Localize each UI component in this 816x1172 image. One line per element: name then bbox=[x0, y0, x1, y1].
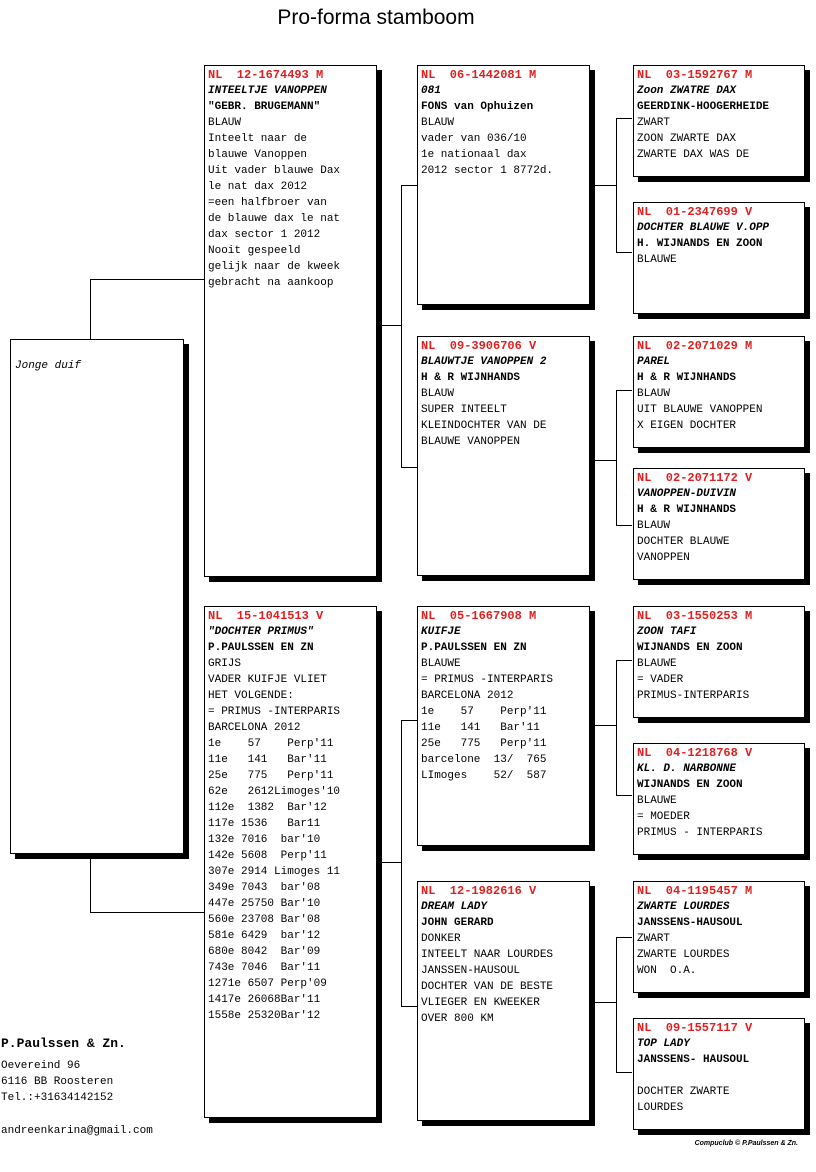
pigeon-name: PAREL bbox=[637, 356, 671, 368]
pigeon-owner: H & R WIJNHANDS bbox=[637, 372, 737, 384]
pigeon-detail-line: = PRIMUS -INTERPARIS bbox=[208, 706, 341, 718]
pigeon-name: 081 bbox=[421, 85, 441, 97]
pigeon-name: "DOCHTER PRIMUS" bbox=[208, 626, 314, 638]
pigeon-detail-line bbox=[637, 1068, 801, 1084]
connector-line bbox=[616, 525, 632, 526]
pigeon-name: INTEELTJE VANOPPEN bbox=[208, 85, 327, 97]
pigeon-detail-line: SUPER INTEELT bbox=[421, 404, 507, 416]
pigeon-detail-line: VLIEGER EN KWEEKER bbox=[421, 997, 540, 1009]
connector-line bbox=[616, 1072, 632, 1073]
pigeon-detail-line: 1e 57 Perp'11 bbox=[421, 706, 547, 718]
page-title: Pro-forma stamboom bbox=[277, 6, 475, 29]
pigeon-detail-line: ZWARTE DAX WAS DE bbox=[637, 149, 750, 161]
connector-line bbox=[90, 912, 204, 913]
pigeon-name: DREAM LADY bbox=[421, 901, 488, 913]
pigeon-owner: H & R WIJNHANDS bbox=[421, 372, 521, 384]
pigeon-detail-line: BLAUWE bbox=[637, 795, 677, 807]
pigeon-detail-line: BLAUWE VANOPPEN bbox=[421, 436, 521, 448]
connector-line bbox=[90, 279, 91, 339]
connector-line bbox=[594, 460, 616, 461]
pedigree-card bbox=[633, 202, 805, 314]
pigeon-owner: FONS van Ophuizen bbox=[421, 101, 534, 113]
pigeon-detail-line: le nat dax 2012 bbox=[208, 181, 308, 193]
pigeon-detail-line: = VADER bbox=[637, 674, 684, 686]
pigeon-name: KL. D. NARBONNE bbox=[637, 763, 737, 775]
pedigree-card bbox=[204, 65, 377, 577]
connector-line bbox=[616, 390, 632, 391]
connector-line bbox=[594, 725, 616, 726]
pigeon-detail-line: VANOPPEN bbox=[637, 552, 690, 564]
connector-line bbox=[616, 937, 617, 1072]
connector-line bbox=[401, 467, 417, 468]
pigeon-detail-line: gebracht na aankoop bbox=[208, 277, 334, 289]
pigeon-detail-line: BARCELONA 2012 bbox=[421, 690, 514, 702]
pigeon-detail-line: DOCHTER VAN DE BESTE bbox=[421, 981, 554, 993]
pedigree-card bbox=[633, 65, 805, 177]
connector-line bbox=[594, 185, 616, 186]
connector-line bbox=[616, 252, 632, 253]
pigeon-detail-line: 349e 7043 bar'08 bbox=[208, 882, 321, 894]
ring-number: NL 04-1218768 V bbox=[637, 746, 753, 760]
connector-line bbox=[616, 660, 632, 661]
connector-line bbox=[616, 795, 632, 796]
pigeon-detail-line: = PRIMUS -INTERPARIS bbox=[421, 674, 554, 686]
pigeon-detail-line: INTEELT NAAR LOURDES bbox=[421, 949, 554, 961]
pigeon-owner: "GEBR. BRUGEMANN" bbox=[208, 101, 321, 113]
pigeon-detail-line: ZWART bbox=[637, 933, 671, 945]
pigeon-detail-line: WON O.A. bbox=[637, 965, 697, 977]
pedigree-card bbox=[633, 743, 805, 855]
subject-box bbox=[10, 339, 184, 854]
pigeon-detail-line: BLAUWE bbox=[637, 658, 677, 670]
pigeon-detail-line: GRIJS bbox=[208, 658, 242, 670]
pigeon-detail-line: ZWARTE LOURDES bbox=[637, 949, 730, 961]
ring-number: NL 02-2071029 M bbox=[637, 339, 753, 353]
connector-line bbox=[381, 862, 401, 863]
pigeon-detail-line: BLAUW bbox=[637, 388, 671, 400]
connector-line bbox=[401, 720, 417, 721]
pigeon-detail-line: 1e 57 Perp'11 bbox=[208, 738, 334, 750]
pigeon-detail-line: 11e 141 Bar'11 bbox=[208, 754, 327, 766]
pigeon-name: ZWARTE LOURDES bbox=[637, 901, 730, 913]
pigeon-detail-line: 307e 2914 Limoges 11 bbox=[208, 866, 341, 878]
pigeon-detail-line: 680e 8042 Bar'09 bbox=[208, 946, 321, 958]
pigeon-detail-line: LImoges 52/ 587 bbox=[421, 770, 547, 782]
ring-number: NL 02-2071172 V bbox=[637, 471, 753, 485]
pedigree-card bbox=[633, 881, 805, 993]
pigeon-detail-line: HET VOLGENDE: bbox=[208, 690, 294, 702]
connector-line bbox=[616, 660, 617, 795]
pigeon-detail-line: VADER KUIFJE VLIET bbox=[208, 674, 327, 686]
pigeon-detail-line: ZWART bbox=[637, 117, 671, 129]
pigeon-detail-line: PRIMUS-INTERPARIS bbox=[637, 690, 750, 702]
pigeon-detail-line: 142e 5608 Perp'11 bbox=[208, 850, 327, 862]
ring-number: NL 15-1041513 V bbox=[208, 609, 324, 623]
connector-line bbox=[381, 325, 401, 326]
pigeon-detail-line: BLAUWE bbox=[421, 658, 461, 670]
connector-line bbox=[90, 279, 204, 280]
pigeon-detail-line: BLAUW bbox=[421, 117, 455, 129]
pigeon-detail-line: 581e 6429 bar'12 bbox=[208, 930, 321, 942]
pigeon-detail-line: gelijk naar de kweek bbox=[208, 261, 341, 273]
pigeon-detail-line: BLAUW bbox=[421, 388, 455, 400]
pigeon-name: KUIFJE bbox=[421, 626, 461, 638]
pigeon-detail-line: ZOON ZWARTE DAX bbox=[637, 133, 737, 145]
pedigree-card bbox=[417, 881, 590, 1121]
pigeon-owner: JANSSENS- HAUSOUL bbox=[637, 1054, 750, 1066]
pigeon-detail-line: BLAUWE bbox=[637, 254, 677, 266]
pigeon-detail-line: dax sector 1 2012 bbox=[208, 229, 321, 241]
pigeon-name: VANOPPEN-DUIVIN bbox=[637, 488, 737, 500]
breeder-city: 6116 BB Roosteren bbox=[1, 1076, 114, 1088]
connector-line bbox=[90, 859, 91, 912]
ring-number: NL 01-2347699 V bbox=[637, 205, 753, 219]
pedigree-card bbox=[633, 1018, 805, 1130]
pigeon-detail-line: BLAUW bbox=[637, 520, 671, 532]
pigeon-detail-line: 25e 775 Perp'11 bbox=[208, 770, 334, 782]
ring-number: NL 12-1982616 V bbox=[421, 884, 537, 898]
pigeon-detail-line: 743e 7046 Bar'11 bbox=[208, 962, 321, 974]
breeder-name: P.Paulssen & Zn. bbox=[1, 1036, 126, 1051]
pedigree-card bbox=[633, 606, 805, 718]
pedigree-card bbox=[633, 468, 805, 580]
ring-number: NL 09-1557117 V bbox=[637, 1021, 753, 1035]
connector-line bbox=[401, 185, 417, 186]
pigeon-detail-line: X EIGEN DOCHTER bbox=[637, 420, 737, 432]
pigeon-detail-line: Uit vader blauwe Dax bbox=[208, 165, 341, 177]
pigeon-owner: P.PAULSSEN EN ZN bbox=[421, 642, 527, 654]
pigeon-name: BLAUWTJE VANOPPEN 2 bbox=[421, 356, 547, 368]
pedigree-card bbox=[417, 65, 590, 305]
connector-line bbox=[616, 118, 617, 252]
pedigree-card bbox=[204, 606, 377, 1118]
breeder-phone: Tel.:+31634142152 bbox=[1, 1092, 114, 1104]
connector-line bbox=[401, 720, 402, 1006]
pigeon-name: TOP LADY bbox=[637, 1038, 690, 1050]
pigeon-detail-line: 1e nationaal dax bbox=[421, 149, 527, 161]
pigeon-owner: P.PAULSSEN EN ZN bbox=[208, 642, 314, 654]
pigeon-detail-line: PRIMUS - INTERPARIS bbox=[637, 827, 763, 839]
pigeon-detail-line: KLEINDOCHTER VAN DE bbox=[421, 420, 547, 432]
pigeon-owner: JANSSENS-HAUSOUL bbox=[637, 917, 743, 929]
pigeon-detail-line: de blauwe dax le nat bbox=[208, 213, 341, 225]
pigeon-detail-line: Inteelt naar de bbox=[208, 133, 308, 145]
pigeon-detail-line: =een halfbroer van bbox=[208, 197, 327, 209]
pigeon-detail-line: DOCHTER BLAUWE bbox=[637, 536, 730, 548]
pigeon-owner: GEERDINK-HOOGERHEIDE bbox=[637, 101, 770, 113]
pedigree-card bbox=[417, 606, 590, 846]
pigeon-detail-line: DONKER bbox=[421, 933, 461, 945]
pigeon-detail-line: OVER 800 KM bbox=[421, 1013, 494, 1025]
pigeon-detail-line: barcelone 13/ 765 bbox=[421, 754, 547, 766]
pigeon-detail-line: LOURDES bbox=[637, 1102, 684, 1114]
ring-number: NL 06-1442081 M bbox=[421, 68, 537, 82]
pedigree-card bbox=[633, 336, 805, 448]
ring-number: NL 05-1667908 M bbox=[421, 609, 537, 623]
pigeon-detail-line: BARCELONA 2012 bbox=[208, 722, 301, 734]
pigeon-detail-line: 560e 23708 Bar'08 bbox=[208, 914, 321, 926]
ring-number: NL 04-1195457 M bbox=[637, 884, 753, 898]
connector-line bbox=[616, 937, 632, 938]
connector-line bbox=[616, 390, 617, 525]
breeder-address: Oevereind 96 bbox=[1, 1060, 81, 1072]
pigeon-detail-line: 1558e 25320Bar'12 bbox=[208, 1010, 321, 1022]
pigeon-detail-line: 25e 775 Perp'11 bbox=[421, 738, 547, 750]
pigeon-name: DOCHTER BLAUWE V.OPP bbox=[637, 222, 770, 234]
pigeon-name: Zoon ZWATRE DAX bbox=[637, 85, 737, 97]
ring-number: NL 09-3906706 V bbox=[421, 339, 537, 353]
pigeon-detail-line: 11e 141 Bar'11 bbox=[421, 722, 540, 734]
pigeon-detail-line: = MOEDER bbox=[637, 811, 690, 823]
pigeon-detail-line: DOCHTER ZWARTE bbox=[637, 1086, 730, 1098]
ring-number: NL 12-1674493 M bbox=[208, 68, 324, 82]
connector-line bbox=[616, 118, 632, 119]
pigeon-owner: JOHN GERARD bbox=[421, 917, 494, 929]
subject-label: Jonge duif bbox=[15, 360, 82, 372]
connector-line bbox=[401, 185, 402, 467]
breeder-email: andreenkarina@gmail.com bbox=[1, 1125, 153, 1137]
pigeon-owner: H & R WIJNHANDS bbox=[637, 504, 737, 516]
pigeon-detail-line: Nooit gespeeld bbox=[208, 245, 301, 257]
pigeon-detail-line: 132e 7016 bar'10 bbox=[208, 834, 321, 846]
pigeon-detail-line: BLAUW bbox=[208, 117, 242, 129]
pigeon-name: ZOON TAFI bbox=[637, 626, 697, 638]
pigeon-detail-line: 2012 sector 1 8772d. bbox=[421, 165, 554, 177]
pigeon-detail-line: 117e 1536 Bar11 bbox=[208, 818, 321, 830]
pigeon-detail-line: 1271e 6507 Perp'09 bbox=[208, 978, 327, 990]
ring-number: NL 03-1550253 M bbox=[637, 609, 753, 623]
pigeon-detail-line: 112e 1382 Bar'12 bbox=[208, 802, 327, 814]
ring-number: NL 03-1592767 M bbox=[637, 68, 753, 82]
pigeon-detail-line: 447e 25750 Bar'10 bbox=[208, 898, 321, 910]
pigeon-detail-line: UIT BLAUWE VANOPPEN bbox=[637, 404, 763, 416]
software-credit: Compuclub © P.Paulssen & Zn. bbox=[694, 1140, 798, 1147]
pigeon-owner: WIJNANDS EN ZOON bbox=[637, 642, 743, 654]
pigeon-owner: H. WIJNANDS EN ZOON bbox=[637, 238, 763, 250]
connector-line bbox=[594, 1002, 616, 1003]
pigeon-detail-line: 62e 2612Limoges'10 bbox=[208, 786, 341, 798]
pigeon-owner: WIJNANDS EN ZOON bbox=[637, 779, 743, 791]
pigeon-detail-line: vader van 036/10 bbox=[421, 133, 527, 145]
pigeon-detail-line: 1417e 26068Bar'11 bbox=[208, 994, 321, 1006]
pedigree-card bbox=[417, 336, 590, 576]
connector-line bbox=[401, 1006, 417, 1007]
pigeon-detail-line: blauwe Vanoppen bbox=[208, 149, 308, 161]
pigeon-detail-line: JANSSEN-HAUSOUL bbox=[421, 965, 521, 977]
